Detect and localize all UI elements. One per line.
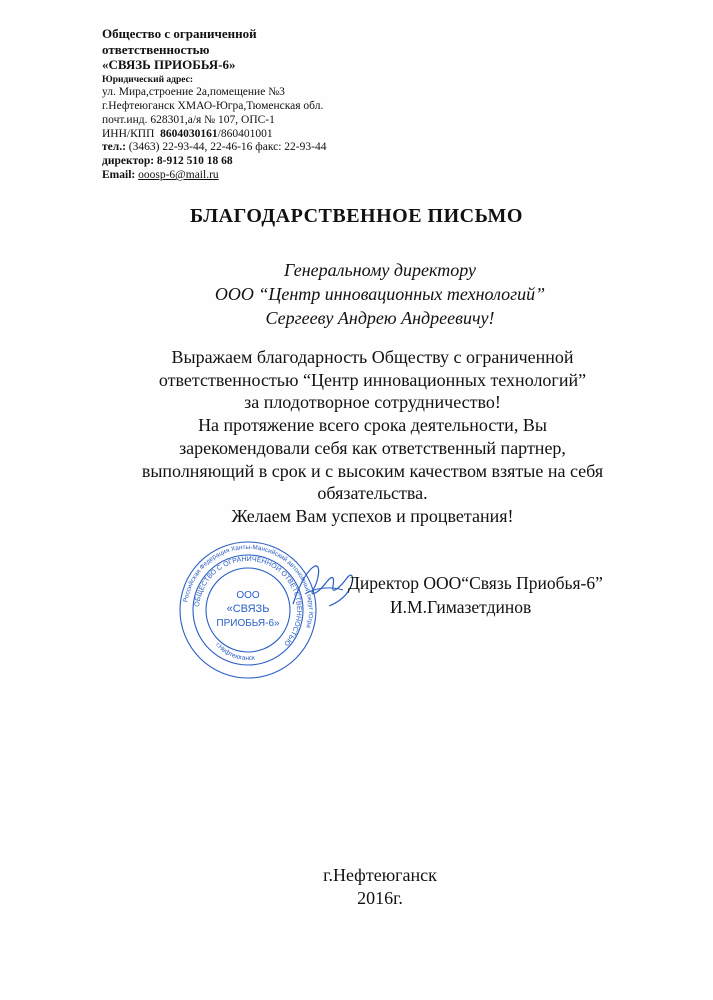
body-line-8: Желаем Вам успехов и процветания!	[231, 505, 514, 526]
inn-label: ИНН/КПП	[102, 127, 155, 140]
director-label: директор:	[102, 155, 155, 168]
letter-footer	[0, 864, 713, 910]
footer-city: г.Нефтеюганск	[323, 865, 437, 885]
kpp-value: /860401001	[217, 127, 273, 140]
signer-name: И.М.Гимазетдинов	[390, 597, 532, 617]
postal-line: почт.инд. 628301,а/я № 107, ОПС-1	[102, 113, 275, 126]
body-line-6: выполняющий в срок и с высоким качеством взятые на себя	[141, 460, 604, 481]
addressee-line-2: ООО “Центр инновационных технологий”	[214, 284, 546, 304]
phone-value: (3463) 22-93-44, 22-46-16 факс: 22-93-44	[128, 141, 327, 154]
stamp-center-line-2: «СВЯЗЬ	[226, 603, 270, 615]
org-line-1: Общество с ограниченной	[102, 26, 257, 41]
footer-year: 2016г.	[357, 888, 403, 908]
director-phone: 8-912 510 18 68	[156, 155, 233, 168]
stamp-outer-text: Российская Федерация Ханты-Мансийский автономный округ Югра	[182, 543, 315, 629]
letterhead	[102, 26, 462, 183]
addressee-line-3: Сергееву Андрею Андреевичу!	[265, 308, 495, 328]
stamp-center-line-1: ООО	[236, 590, 260, 601]
letter-body	[0, 346, 713, 528]
letter-title: БЛАГОДАРСТВЕННОЕ ПИСЬМО	[190, 205, 523, 227]
body-line-2: ответственностью “Центр инновационных технологий”	[158, 369, 587, 390]
signer-title: Директор ООО“Связь Приобья-6”	[348, 573, 603, 593]
addressee-block	[0, 258, 713, 330]
inn-line	[102, 128, 462, 142]
body-line-5: зарекомендовали себя как ответственный партнер,	[179, 437, 566, 458]
legal-address-label: Юридический адрес:	[102, 74, 193, 85]
body-line-7: обязательства.	[317, 483, 428, 504]
email-label: Email:	[102, 168, 136, 181]
body-line-3: за плодотворное сотрудничество!	[244, 392, 501, 413]
signature-block	[348, 571, 603, 619]
stamp-city-text: г.Нефтеюганск	[214, 641, 256, 663]
phone-line	[102, 141, 462, 155]
org-line-2: ответственностью	[102, 41, 210, 57]
inn-value: 8604030161	[160, 127, 218, 140]
stamp-center-line-3: ПРИОБЬЯ-6»	[216, 618, 280, 629]
email-line	[102, 169, 462, 183]
stamp-middle-text: ОБЩЕСТВО С ОГРАНИЧЕННОЙ ОТВЕТСТВЕННОСТЬЮ	[194, 555, 303, 647]
phone-label: тел.:	[102, 141, 126, 154]
address-line-2: г.Нефтеюганск ХМАО-Югра,Тюменская обл.	[102, 99, 324, 112]
addressee-line-1: Генеральному директору	[284, 260, 476, 280]
address-line-1: ул. Мира,строение 2а,помещение №3	[102, 86, 285, 99]
director-phone-line	[102, 155, 462, 169]
body-line-1: Выражаем благодарность Обществу с ограниченной	[171, 347, 574, 367]
email-link[interactable]: ooosp-6@mail.ru	[138, 168, 219, 181]
body-line-4: На протяжение всего срока деятельности, Вы	[198, 415, 547, 436]
org-name: «СВЯЗЬ ПРИОБЬЯ-6»	[102, 57, 236, 73]
